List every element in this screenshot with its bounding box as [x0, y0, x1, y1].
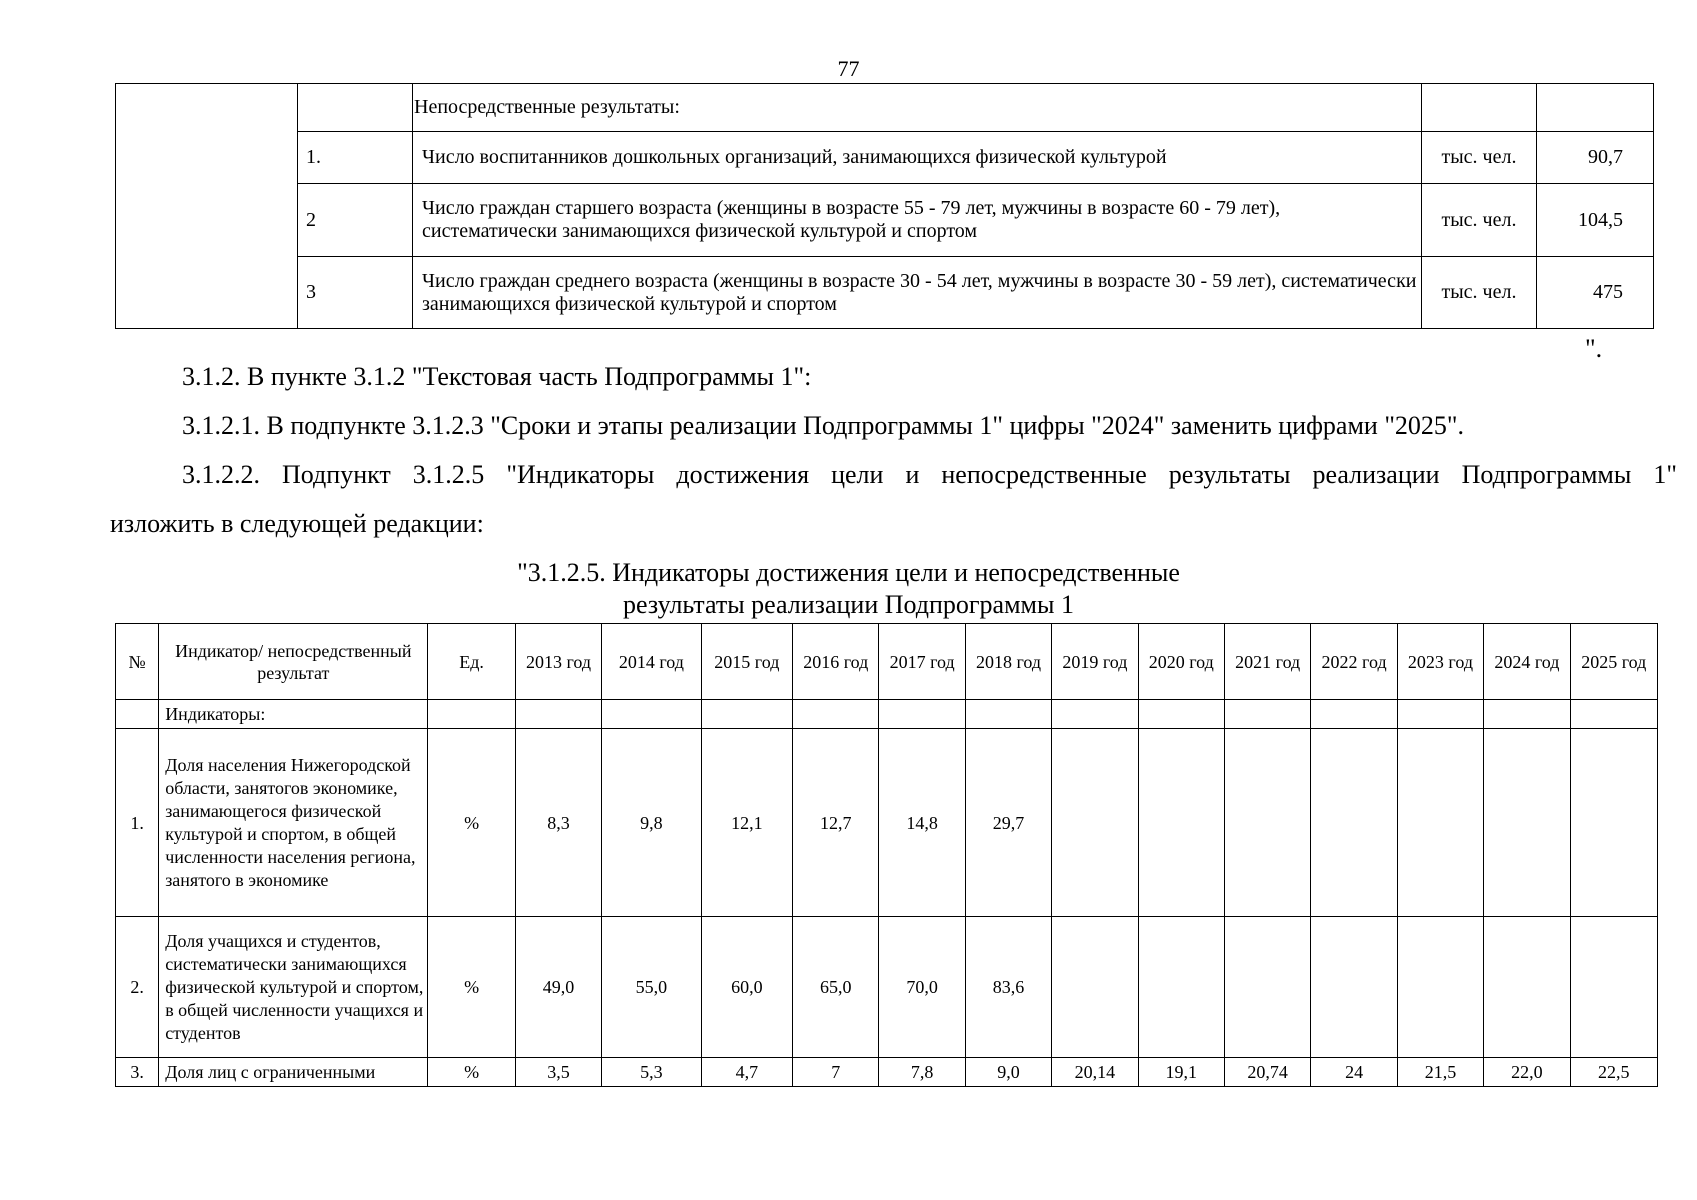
row-value: 12,1	[701, 729, 792, 917]
row-value	[1052, 917, 1138, 1058]
row-value: 20,74	[1224, 1058, 1310, 1087]
table-row	[116, 1058, 1658, 1087]
row-value	[1484, 729, 1570, 917]
row-text: Число граждан старшего возраста (женщины в возрасте 55 - 79 лет, мужчины в возрасте 60 - 79 лет), систематически занимающихся физической культурой и спортом	[413, 184, 1422, 257]
row-value: 9,8	[602, 729, 701, 917]
row-value	[1311, 729, 1397, 917]
header-year: 2024 год	[1484, 624, 1570, 700]
row-value: 475	[1537, 257, 1654, 329]
row-value: 55,0	[602, 917, 701, 1058]
header-year: 2018 год	[965, 624, 1051, 700]
header-indicator: Индикатор/ непосредственный результат	[159, 624, 428, 700]
row-text: Доля учащихся и студентов, систематически занимающихся физической культурой и спортом, в общей численности учащихся и студентов	[159, 917, 428, 1058]
row-value	[1570, 917, 1657, 1058]
row-number: 2.	[116, 917, 159, 1058]
empty-merged-cell	[116, 84, 298, 329]
row-value	[1570, 729, 1657, 917]
header-year: 2020 год	[1138, 624, 1224, 700]
row-value	[1397, 917, 1483, 1058]
header-year: 2015 год	[701, 624, 792, 700]
row-value: 14,8	[879, 729, 965, 917]
row-number: 3	[298, 257, 413, 329]
header-year: 2014 год	[602, 624, 701, 700]
row-value: 19,1	[1138, 1058, 1224, 1087]
row-text: Доля населения Нижегородской области, занятогов экономике, занимающегося физической культурой и спортом, в общей численности населения региона, занятого в экономике	[159, 729, 428, 917]
paragraph-3-1-2-2: 3.1.2.2. Подпункт 3.1.2.5 "Индикаторы достижения цели и непосредственные результаты реализации Подпрограммы 1"	[182, 460, 1677, 489]
header-year: 2022 год	[1311, 624, 1397, 700]
closing-quote-mark: ".	[1585, 334, 1603, 363]
immediate-results-table	[115, 83, 1654, 329]
row-value: 8,3	[515, 729, 601, 917]
header-unit: Ед.	[428, 624, 515, 700]
row-value: 12,7	[793, 729, 879, 917]
row-value	[1224, 917, 1310, 1058]
section-title-line2: результаты реализации Подпрограммы 1	[623, 590, 1074, 619]
header-number: №	[116, 624, 159, 700]
section-title-line1: "3.1.2.5. Индикаторы достижения цели и непосредственные	[517, 558, 1180, 587]
row-value: 3,5	[515, 1058, 601, 1087]
row-value: 60,0	[701, 917, 792, 1058]
table-section-header: Непосредственные результаты:	[413, 84, 1422, 132]
row-value	[1052, 729, 1138, 917]
header-year: 2013 год	[515, 624, 601, 700]
row-value: 90,7	[1537, 132, 1654, 184]
row-value: 104,5	[1537, 184, 1654, 257]
row-value: 49,0	[515, 917, 601, 1058]
table-row	[116, 257, 1654, 329]
row-value	[1138, 917, 1224, 1058]
paragraph-3-1-2-1: 3.1.2.1. В подпункте 3.1.2.3 "Сроки и этапы реализации Подпрограммы 1" цифры "2024" заменить цифрами "2025".	[182, 411, 1465, 440]
indicators-table	[115, 623, 1658, 1087]
empty-cell	[116, 700, 159, 729]
row-value: 70,0	[879, 917, 965, 1058]
table-header-row	[116, 624, 1658, 700]
row-value: 65,0	[793, 917, 879, 1058]
row-value: 9,0	[965, 1058, 1051, 1087]
row-number: 2	[298, 184, 413, 257]
paragraph-3-1-2: 3.1.2. В пункте 3.1.2 "Текстовая часть Подпрограммы 1":	[182, 362, 812, 391]
row-value	[1311, 917, 1397, 1058]
row-value: 83,6	[965, 917, 1051, 1058]
table-row	[116, 132, 1654, 184]
row-value: 7	[793, 1058, 879, 1087]
row-number: 1.	[116, 729, 159, 917]
row-number: 1.	[298, 132, 413, 184]
row-value	[1138, 729, 1224, 917]
row-unit: тыс. чел.	[1422, 184, 1537, 257]
header-year: 2016 год	[793, 624, 879, 700]
section-row	[116, 700, 1658, 729]
row-value: 22,0	[1484, 1058, 1570, 1087]
row-unit: %	[428, 1058, 515, 1087]
header-year: 2023 год	[1397, 624, 1483, 700]
row-value: 24	[1311, 1058, 1397, 1087]
empty-cell	[298, 84, 413, 132]
header-year: 2017 год	[879, 624, 965, 700]
row-unit: тыс. чел.	[1422, 132, 1537, 184]
table-row	[116, 184, 1654, 257]
row-value: 4,7	[701, 1058, 792, 1087]
row-number: 3.	[116, 1058, 159, 1087]
section-label: Индикаторы:	[159, 700, 428, 729]
header-year: 2019 год	[1052, 624, 1138, 700]
row-value	[1484, 917, 1570, 1058]
row-text: Доля лиц с ограниченными	[159, 1058, 428, 1087]
row-text: Число воспитанников дошкольных организаций, занимающихся физической культурой	[413, 132, 1422, 184]
row-value: 20,14	[1052, 1058, 1138, 1087]
row-value: 5,3	[602, 1058, 701, 1087]
row-unit: %	[428, 729, 515, 917]
row-unit: тыс. чел.	[1422, 257, 1537, 329]
row-value: 7,8	[879, 1058, 965, 1087]
row-unit: %	[428, 917, 515, 1058]
row-value: 21,5	[1397, 1058, 1483, 1087]
row-value	[1397, 729, 1483, 917]
row-value: 22,5	[1570, 1058, 1657, 1087]
table-row	[116, 729, 1658, 917]
row-value: 29,7	[965, 729, 1051, 917]
row-text: Число граждан среднего возраста (женщины в возрасте 30 - 54 лет, мужчины в возрасте 30 - 59 лет), систематически занимающихся физической культурой и спортом	[413, 257, 1422, 329]
paragraph-continuation: изложить в следующей редакции:	[110, 509, 484, 538]
row-value	[1224, 729, 1310, 917]
page-number: 77	[837, 56, 860, 81]
header-year: 2025 год	[1570, 624, 1657, 700]
header-year: 2021 год	[1224, 624, 1310, 700]
empty-cell	[1422, 84, 1537, 132]
table-row	[116, 917, 1658, 1058]
empty-cell	[1537, 84, 1654, 132]
